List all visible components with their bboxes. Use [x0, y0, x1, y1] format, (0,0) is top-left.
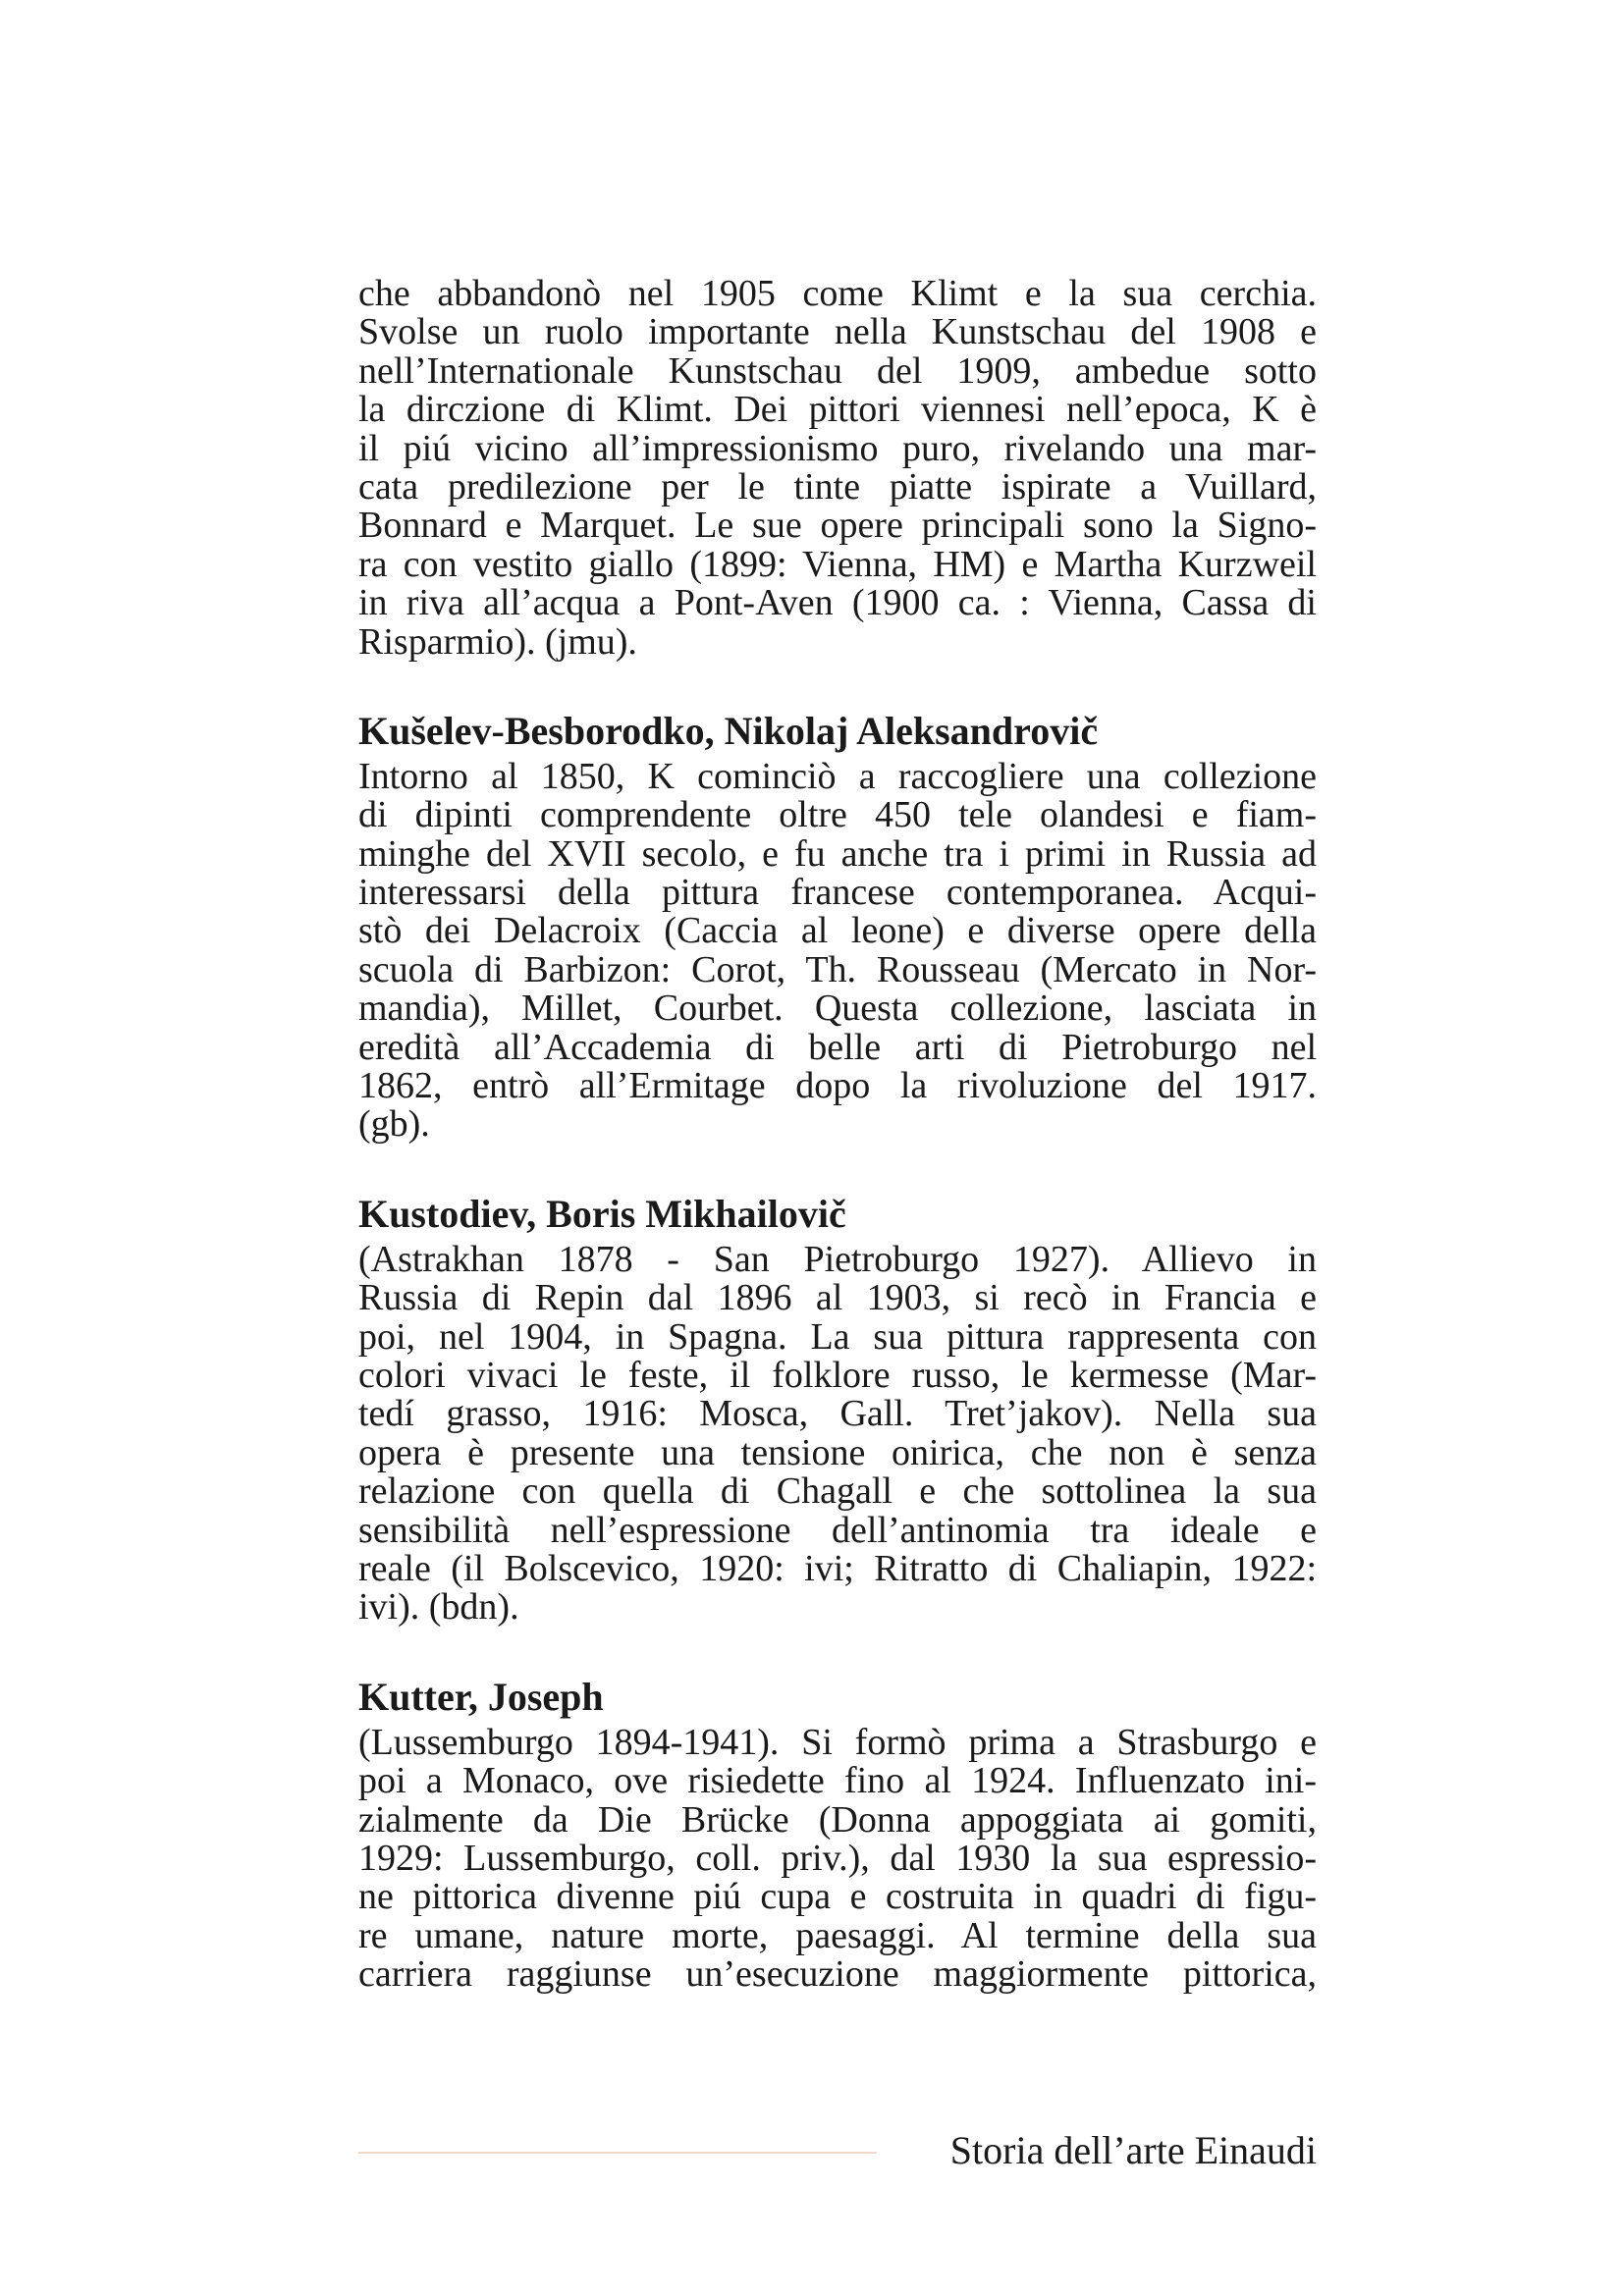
- text-line: stò dei Delacroix (Caccia al leone) e diverse opere della: [358, 910, 1317, 952]
- text-line: Russia di Repin dal 1896 al 1903, si recò in Francia e: [358, 1277, 1317, 1319]
- text-line: Bonnard e Marquet. Le sue opere principali sono la Signo-: [358, 505, 1317, 547]
- text-line: colori vivaci le feste, il folklore russo, le kermesse (Mar-: [358, 1354, 1317, 1396]
- text-line: poi, nel 1904, in Spagna. La sua pittura rappresenta con: [358, 1315, 1317, 1358]
- text-line: (gb).: [358, 1103, 430, 1146]
- page-footer: [358, 2128, 1317, 2173]
- text-line: poi a Monaco, ove risiedette fino al 1924. Influenzato ini-: [358, 1760, 1317, 1802]
- text-line: (Astrakhan 1878 - San Pietroburgo 1927). Allievo in: [358, 1238, 1317, 1280]
- entry-heading: Kutter, Joseph: [358, 1674, 604, 1719]
- text-line: sensibilità nell’espressione dell’antinomia tra ideale e: [358, 1509, 1317, 1551]
- text-line: Risparmio). (jmu).: [358, 620, 637, 663]
- text-line: che abbandonò nel 1905 come Klimt e la sua cerchia.: [358, 273, 1317, 314]
- text-line: 1929: Lussemburgo, coll. priv.), dal 1930 la sua espressio-: [358, 1837, 1317, 1879]
- text-line: il piú vicino all’impressionismo puro, rivelando una mar-: [358, 427, 1317, 469]
- footer-rule: [358, 2152, 877, 2154]
- intro-paragraph: [358, 275, 1317, 662]
- text-line: opera è presente una tensione onirica, che non è senza: [358, 1431, 1317, 1473]
- entry-kuselev-besborodko: [358, 709, 1317, 1145]
- page-body: [358, 275, 1317, 1994]
- text-line: relazione con quella di Chagall e che sottolinea la sua: [358, 1470, 1317, 1513]
- text-line: nell’Internationale Kunstschau del 1909, ambedue sotto: [358, 349, 1317, 392]
- text-line: la dirczione di Klimt. Dei pittori viennesi nell’epoca, K è: [358, 389, 1317, 431]
- entry-text: [358, 1238, 1317, 1629]
- text-line: ne pittorica divenne piú cupa e costruita in quadri di figu-: [358, 1876, 1317, 1918]
- text-line: eredità all’Accademia di belle arti di Pietroburgo nel: [358, 1026, 1317, 1068]
- text-line: reale (il Bolscevico, 1920: ivi; Ritratto di Chaliapin, 1922:: [358, 1547, 1317, 1589]
- text-line: re umane, nature morte, paesaggi. Al termine della sua: [358, 1914, 1317, 1956]
- entry-text: [358, 755, 1317, 1146]
- text-line: (Lussemburgo 1894-1941). Si formò prima a Strasburgo e: [358, 1721, 1317, 1763]
- text-line: 1862, entrò all’Ermitage dopo la rivoluzione del 1917.: [358, 1065, 1317, 1107]
- entry-heading: Kušelev-Besborodko, Nikolaj Aleksandrovič: [358, 708, 1099, 753]
- text-line: in riva all’acqua a Pont-Aven (1900 ca. : Vienna, Cassa di: [358, 582, 1317, 624]
- footer-title: Storia dell’arte Einaudi: [949, 2128, 1317, 2172]
- entry-text: [358, 1721, 1317, 1996]
- text-line: ivi). (bdn).: [358, 1586, 519, 1629]
- text-line: interessarsi della pittura francese contemporanea. Acqui-: [358, 872, 1317, 914]
- text-line: Svolse un ruolo importante nella Kunstschau del 1908 e: [358, 311, 1317, 353]
- text-line: carriera raggiunse un’esecuzione maggiormente pittorica,: [358, 1953, 1317, 1996]
- entry-kustodiev: [358, 1192, 1317, 1628]
- entry-heading: Kustodiev, Boris Mikhailovič: [358, 1191, 846, 1236]
- text-line: mandia), Millet, Courbet. Questa collezione, lasciata in: [358, 988, 1317, 1030]
- text-line: Intorno al 1850, K cominciò a raccogliere una collezione: [358, 755, 1317, 797]
- text-line: zialmente da Die Brücke (Donna appoggiata ai gomiti,: [358, 1798, 1317, 1841]
- text-line: tedí grasso, 1916: Mosca, Gall. Tret’jakov). Nella sua: [358, 1393, 1317, 1435]
- text-line: scuola di Barbizon: Corot, Th. Rousseau (Mercato in Nor-: [358, 948, 1317, 990]
- entry-kutter: [358, 1675, 1317, 1995]
- text-line: minghe del XVII secolo, e fu anche tra i primi in Russia ad: [358, 832, 1317, 875]
- text-line: ra con vestito giallo (1899: Vienna, HM) e Martha Kurzweil: [358, 543, 1317, 585]
- text-line: cata predilezione per le tinte piatte ispirate a Vuillard,: [358, 465, 1317, 507]
- text-line: di dipinti comprendente oltre 450 tele olandesi e fiam-: [358, 794, 1317, 836]
